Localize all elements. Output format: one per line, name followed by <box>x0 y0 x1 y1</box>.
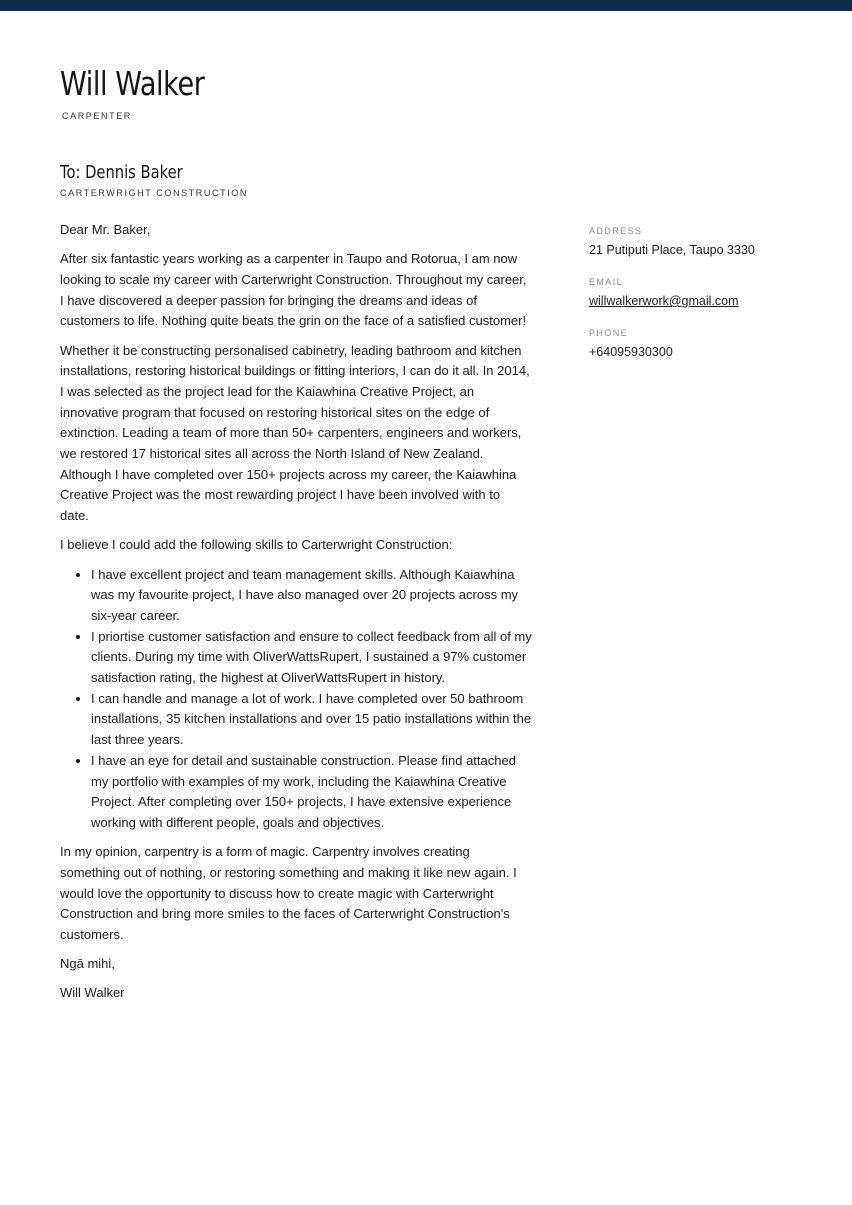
email-link[interactable]: willwalkerwork@gmail.com <box>589 294 739 308</box>
paragraph-experience: Whether it be constructing personalised cabinetry, leading bathroom and kitchen installations, restoring historical buildings or fitting interiors, I can do it all. In 2014, I was selected as the project lead for the Kaiawhina Creative Project, an innovative program that focused on restoring historical sites on the edge of extinction. Leading a team of more than 50+ carpenters, engineers and workers, we restored 17 historical sites all across the North Island of New Zealand. Although I have completed over 150+ projects across my career, the Kaiawhina Creative Project was the most rewarding project I have been involved with to date. <box>60 342 530 524</box>
recipient-name: To: Dennis Baker <box>60 163 183 183</box>
letter-body <box>60 220 532 1013</box>
skill-item: • I can handle and manage a lot of work. I have completed over 50 bathroom installations, 35 kitchen installations and over 15 patio installations within the last three years. <box>91 689 532 751</box>
address-value: 21 Putiputi Place, Taupo 3330 <box>589 243 755 257</box>
skills-list <box>60 565 532 834</box>
email-label: EMAIL <box>589 277 624 287</box>
phone-value: +64095930300 <box>589 345 673 359</box>
skill-item: • I priortise customer satisfaction and ensure to collect feedback from all of my clients. During my time with OliverWattsRupert, I sustained a 97% customer satisfaction rating, the highest at OliverWattsRupert in history. <box>91 627 532 689</box>
job-title: CARPENTER <box>62 111 132 121</box>
paragraph-intro: After six fantastic years working as a carpenter in Taupo and Rotorua, I am now looking to scale my career with Carterwright Construction. Throughout my career, I have discovered a deeper passion for bringing the dreams and ideas of customers to life. Nothing quite beats the grin on the face of a satisfied customer! <box>60 251 527 329</box>
contact-sidebar <box>589 226 809 379</box>
sign-off: Ngā mihi, <box>60 956 115 972</box>
applicant-name: Will Walker <box>60 64 205 103</box>
salutation: Dear Mr. Baker, <box>60 222 151 237</box>
phone-label: PHONE <box>589 328 629 338</box>
address-label: ADDRESS <box>589 226 643 236</box>
skill-item: • I have an eye for detail and sustainable construction. Please find attached my portfolio with examples of my work, including the Kaiawhina Creative Project. After completing over 150+ projects, I have extensive experience working with different people, goals and objectives. <box>91 751 532 834</box>
skill-item: • I have excellent project and team management skills. Although Kaiawhina was my favourite project, I have also managed over 20 projects across my six-year career. <box>91 565 532 627</box>
signature: Will Walker <box>60 985 125 1001</box>
paragraph-closing: In my opinion, carpentry is a form of magic. Carpentry involves creating something out of nothing, or restoring something and making it like new again. I would love the opportunity to discuss how to create magic with Carterwright Construction and bring more smiles to the faces of Carterwright Construction's customers. <box>60 844 517 942</box>
paragraph-skills-intro: I believe I could add the following skills to Carterwright Construction: <box>60 537 453 553</box>
header-bar <box>0 0 852 11</box>
recipient-company: CARTERWRIGHT CONSTRUCTION <box>60 188 249 198</box>
